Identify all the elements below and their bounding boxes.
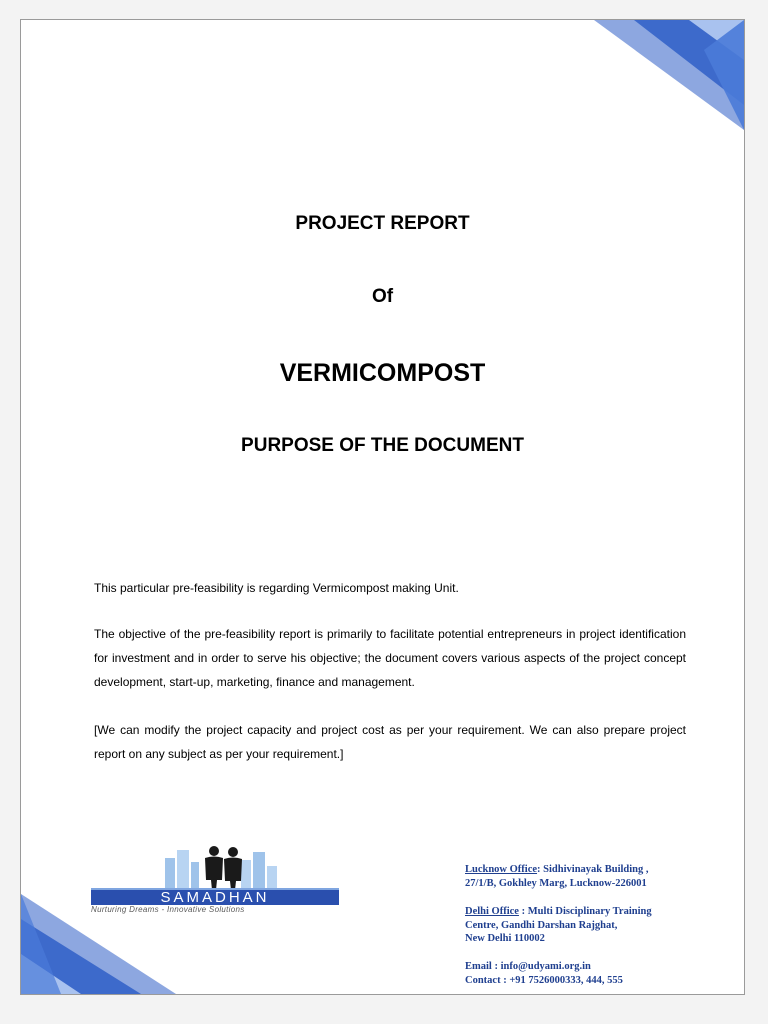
report-title: PROJECT REPORT (295, 213, 470, 234)
logo-tagline: Nurturing Dreams - Innovative Solutions (91, 905, 245, 914)
lucknow-office-line2: 27/1/B, Gokhley Marg, Lucknow-226001 (465, 877, 647, 889)
section-heading: PURPOSE OF THE DOCUMENT (241, 435, 524, 456)
logo-name: SAMADHAN (160, 889, 270, 906)
delhi-office-line1: : Multi Disciplinary Training (518, 906, 652, 917)
corner-decoration-top-right (594, 20, 744, 130)
paragraph-objective: The objective of the pre-feasibility report is primarily to facilitate potential entrepreneurs in project identification for investment and in order to serve his objective; the document covers various aspects of the project concept development, start-up, marketing, finance and management. (94, 627, 686, 689)
delhi-office-address (465, 905, 705, 946)
report-subject: VERMICOMPOST (279, 359, 486, 387)
paragraph-intro-bold: Vermicompost making Unit. (312, 581, 459, 595)
email-line[interactable]: Email : info@udyami.org.in (465, 961, 591, 972)
contact-details (465, 960, 705, 987)
paragraph-note: [We can modify the project capacity and project cost as per your requirement. We can also prepare project report on any subject as per your requirement.] (94, 723, 686, 761)
delhi-office-label: Delhi Office (465, 906, 519, 917)
report-title-of: Of (371, 286, 394, 307)
delhi-office-line2: Centre, Gandhi Darshan Rajghat, (465, 919, 618, 931)
lucknow-office-address (465, 863, 705, 890)
phone-line: Contact : +91 7526000333, 444, 555 (465, 974, 623, 986)
lucknow-office-label: Lucknow Office (465, 864, 538, 875)
document-page (20, 19, 745, 995)
paragraph-intro-text: This particular pre-feasibility is regarding (94, 581, 313, 595)
delhi-office-line3: New Delhi 110002 (465, 933, 545, 944)
samadhan-logo (91, 842, 339, 914)
lucknow-office-line1: : Sidhivinayak Building , (537, 864, 649, 875)
samadhan-logo-graphic (91, 842, 339, 914)
paragraph-intro (94, 576, 686, 600)
